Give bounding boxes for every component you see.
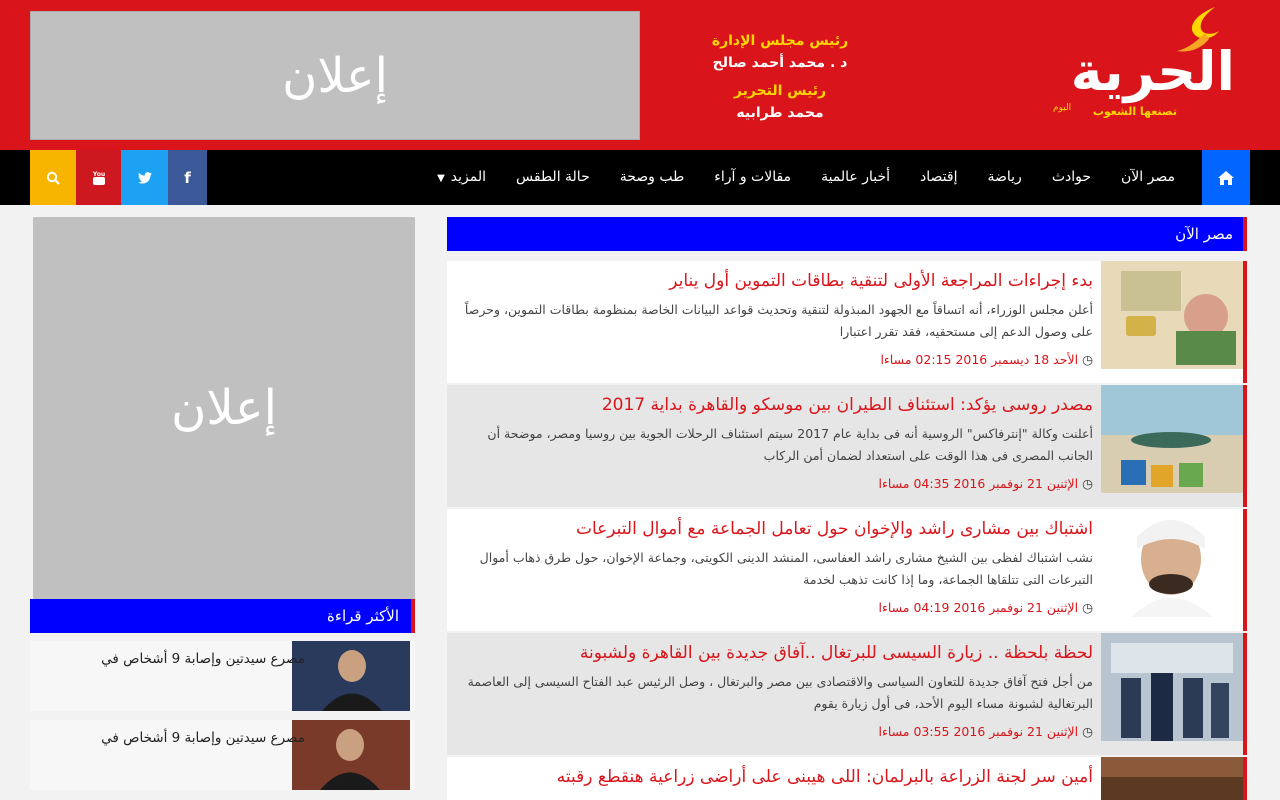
article-thumbnail[interactable] bbox=[1101, 509, 1243, 617]
home-button[interactable] bbox=[1202, 150, 1250, 205]
svg-text:You: You bbox=[92, 170, 105, 178]
article-date bbox=[878, 723, 1093, 741]
home-icon bbox=[1217, 170, 1235, 186]
nav-item-egypt-now[interactable]: مصر الآن bbox=[1121, 169, 1175, 185]
logo-sub: اليوم bbox=[1053, 103, 1072, 113]
staff-credits bbox=[680, 30, 880, 130]
site-logo[interactable] bbox=[1045, 5, 1235, 125]
article-summary: من أجل فتح آفاق جديدة للتعاون السياسى والاقتصادى بين مصر والبرتغال ، وصل الرئيس عبد الفتاح السيسى إلى العاصمة البرتغالية لشبونة مساء اليوم الأحد، فى أول زيارة يقوم bbox=[467, 674, 1093, 711]
most-read-thumbnail[interactable] bbox=[292, 641, 410, 711]
site-header bbox=[0, 0, 1280, 150]
article-item[interactable] bbox=[447, 757, 1247, 800]
article-item[interactable] bbox=[447, 261, 1247, 383]
article-date-text: الإثنين 21 نوفمبر 2016 04:19 مساءا bbox=[878, 600, 1079, 615]
nav-item-opinion[interactable]: مقالات و آراء bbox=[714, 169, 792, 185]
article-title[interactable]: بدء إجراءات المراجعة الأولى لتنقية بطاقات التموين أول يناير bbox=[669, 271, 1093, 291]
article-thumbnail[interactable] bbox=[1101, 633, 1243, 741]
search-icon bbox=[46, 171, 60, 185]
clock-icon: ◷ bbox=[1082, 352, 1093, 367]
most-read-title-text[interactable]: مصرع سيدتين وإصابة 9 أشخاص في bbox=[101, 651, 305, 667]
article-title[interactable]: مصدر روسى يؤكد: استئناف الطيران بين موسكو والقاهرة بداية 2017 bbox=[601, 395, 1093, 415]
nav-item-economy[interactable]: إقتصاد bbox=[920, 169, 958, 185]
article-item[interactable] bbox=[447, 633, 1247, 755]
article-date bbox=[880, 351, 1093, 369]
article-date bbox=[878, 599, 1093, 617]
main-nav bbox=[0, 150, 1280, 205]
article-title[interactable]: لحظة بلحظة .. زيارة السيسى للبرتغال ..آفاق جديدة بين القاهرة ولشبونة bbox=[579, 643, 1093, 663]
nav-item-more[interactable] bbox=[422, 150, 501, 205]
search-button[interactable] bbox=[30, 150, 76, 205]
article-item[interactable] bbox=[447, 385, 1247, 507]
most-read-title: الأكثر قراءة bbox=[30, 599, 415, 633]
article-title[interactable]: أمين سر لجنة الزراعة بالبرلمان: اللى هيبنى على أراضى زراعية هنقطع رقبته bbox=[556, 767, 1093, 787]
header-ad-banner[interactable]: إعلان bbox=[30, 11, 640, 140]
sidebar-ad-banner[interactable]: إعلان bbox=[33, 217, 415, 599]
editor-role: رئيس التحرير bbox=[733, 83, 827, 99]
nav-item-accidents[interactable]: حوادث bbox=[1051, 169, 1092, 185]
twitter-icon bbox=[138, 172, 152, 184]
board-chair-name: د . محمد أحمد صالح bbox=[712, 55, 848, 71]
clock-icon: ◷ bbox=[1082, 476, 1093, 491]
article-thumbnail[interactable] bbox=[1101, 261, 1243, 369]
most-read-thumbnail[interactable] bbox=[292, 720, 410, 790]
article-thumbnail[interactable] bbox=[1101, 757, 1243, 800]
logo-wordmark: الحرية bbox=[1070, 40, 1235, 103]
article-summary: أعلنت وكالة "إنترفاكس" الروسية أنه فى بداية عام 2017 سيتم استئناف الرحلات الجوية بين روسيا ومصر، موضحة أن الجانب المصرى فى هذا الوقت على استعداد لضمان أمن الركاب bbox=[487, 426, 1093, 463]
logo-tagline: تصنعها الشعوب bbox=[1092, 105, 1177, 118]
most-read-item[interactable] bbox=[30, 641, 415, 711]
article-date-text: الإثنين 21 نوفمبر 2016 04:35 مساءا bbox=[878, 476, 1079, 491]
nav-menu bbox=[422, 150, 1190, 205]
youtube-icon bbox=[92, 170, 106, 186]
article-date-text: الأحد 18 ديسمبر 2016 02:15 مساءا bbox=[880, 352, 1079, 367]
nav-item-world-news[interactable]: أخبار عالمية bbox=[821, 169, 891, 185]
nav-more-label: المزيد bbox=[450, 169, 487, 185]
article-date-text: الإثنين 21 نوفمبر 2016 03:55 مساءا bbox=[878, 724, 1079, 739]
article-item[interactable] bbox=[447, 509, 1247, 631]
article-thumbnail[interactable] bbox=[1101, 385, 1243, 493]
article-date bbox=[878, 475, 1093, 493]
nav-item-health[interactable]: طب وصحة bbox=[619, 169, 685, 185]
section-title-egypt-now[interactable]: مصر الآن bbox=[447, 217, 1247, 251]
board-chair-role: رئيس مجلس الإدارة bbox=[711, 33, 849, 49]
clock-icon: ◷ bbox=[1082, 600, 1093, 615]
article-summary: نشب اشتباك لفظى بين الشيخ مشارى راشد العفاسى، المنشد الدينى الكويتى، وجماعة الإخوان، حول طرق ذهاب أموال التبرعات التى تتلقاها الجماعة، وما إذا كانت تذهب لخدمة bbox=[479, 550, 1093, 587]
clock-icon: ◷ bbox=[1082, 724, 1093, 739]
editor-name: محمد طرابيه bbox=[736, 105, 824, 121]
youtube-button[interactable] bbox=[76, 150, 121, 205]
article-title[interactable]: اشتباك بين مشارى راشد والإخوان حول تعامل الجماعة مع أموال التبرعات bbox=[575, 519, 1093, 539]
nav-item-sports[interactable]: رياضة bbox=[987, 169, 1022, 185]
most-read-item[interactable] bbox=[30, 720, 415, 790]
caret-down-icon: ▼ bbox=[437, 173, 445, 184]
most-read-title-text[interactable]: مصرع سيدتين وإصابة 9 أشخاص في bbox=[101, 730, 305, 746]
article-summary: أعلن مجلس الوزراء، أنه اتساقاً مع الجهود المبذولة لتنقية وتحديث قواعد البيانات الخاصة بمنظومة بطاقات التموين، وحرصاً على وصول الدعم إلى مستحقيه، فقد تقرر اعتبارا bbox=[464, 302, 1093, 339]
nav-item-weather[interactable]: حالة الطقس bbox=[516, 169, 590, 185]
facebook-icon: f bbox=[184, 168, 191, 187]
facebook-button[interactable] bbox=[168, 150, 207, 205]
twitter-button[interactable] bbox=[121, 150, 168, 205]
